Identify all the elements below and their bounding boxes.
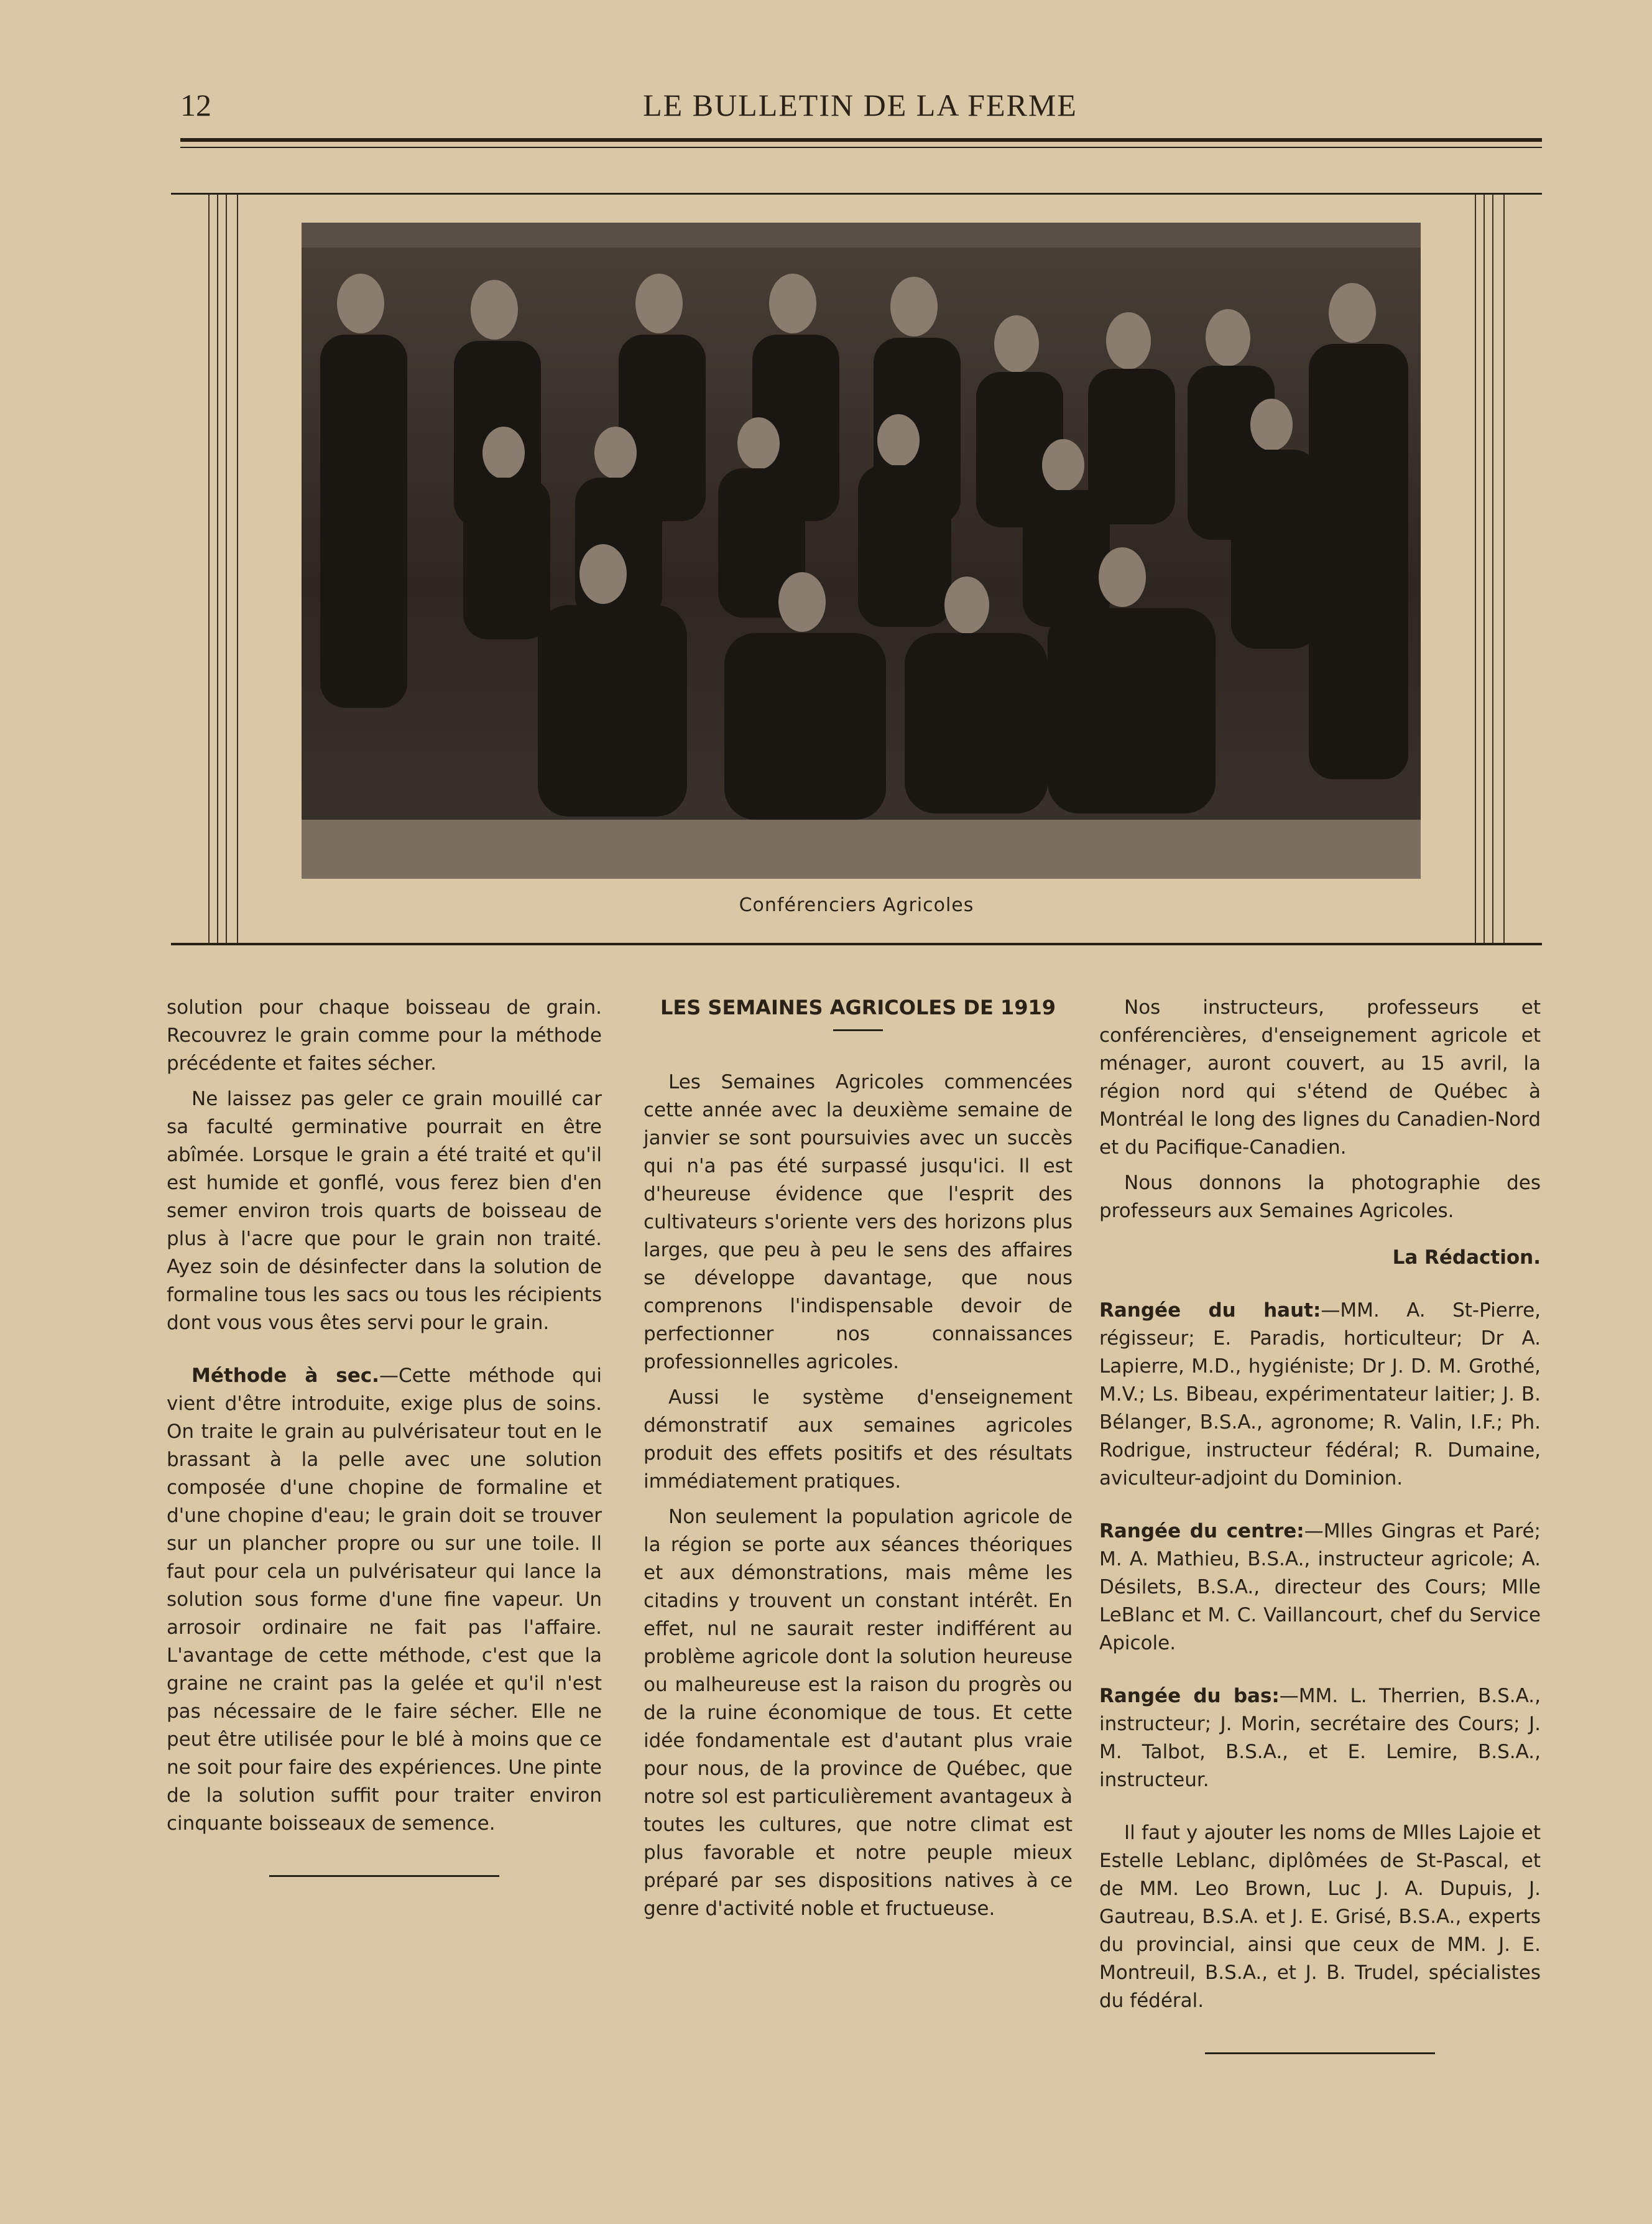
column-left — [167, 994, 602, 1877]
end-rule — [1205, 2052, 1435, 2054]
paragraph — [1099, 1682, 1541, 1794]
title-rule — [833, 1029, 883, 1031]
column-center — [644, 994, 1073, 1930]
paragraph: solution pour chaque boisseau de grain. Recouvrez le grain comme pour la méthode précédente et faites sécher. — [167, 996, 602, 1075]
frame-lines-right — [1475, 195, 1505, 943]
paragraph-heading: Méthode à sec. — [192, 1365, 379, 1387]
paragraph: Nos instructeurs, professeurs et conférencières, d'enseignement agricole et ménager, auront couvert, au 15 avril, la région nord qui s'étend de Québec à Montréal le long des lignes du Canadien-Nord et du Pacifique-Canadien. — [1099, 996, 1541, 1159]
paragraph — [1099, 1517, 1541, 1657]
paragraph: Les Semaines Agricoles commencées cette année avec la deuxième semaine de janvier se sont poursuivies avec un succès qui n'a pas été surpassé jusqu'ici. Il est d'heureuse évidence que l'esprit des cultivateurs s'oriente vers des horizons plus larges, que peu à peu le sens des affaires se développe davantage, que nous comprenons l'indispensable devoir de perfectionner nos connaissances professionnelles agricoles. — [644, 1071, 1073, 1373]
paragraph: Nous donnons la photographie des professeurs aux Semaines Agricoles. — [1099, 1172, 1541, 1222]
row-heading: Rangée du bas: — [1099, 1685, 1280, 1707]
paragraph-text: —Cette méthode qui vient d'être introduite, exige plus de soins. On traite le grain au pulvérisateur tout en le brassant à la pelle avec une solution composée d'une chopine de formaline et d'une chopine d'eau; le grain doit se trouver sur un plancher propre ou sur une toile. Il faut pour cela un pulvérisateur qui lance la solution sous forme d'une fine vapeur. Un arrosoir ordinaire ne fait pas l'affaire. L'avantage de cette méthode, c'est que la graine ne craint pas la gelée et qu'il n'est pas nécessaire de le faire sécher. Elle ne peut être utilisée pour le blé à moins que ce ne soit pour faire des expériences. Une pinte de la solution suffit pour traiter environ cinquante boisseaux de semence. — [167, 1365, 602, 1835]
photo-frame — [171, 193, 1542, 945]
paragraph: Il faut y ajouter les noms de Mlles Lajoie et Estelle Leblanc, diplômées de St-Pascal, et de MM. Leo Brown, Luc J. A. Dupuis, J. Gautreau, B.S.A. et J. E. Grisé, B.S.A., experts du provincial, ainsi que ceux de MM. J. E. Montreuil, B.S.A., et J. B. Trudel, spécialistes du fédéral. — [1099, 1822, 1541, 2012]
row-text: —MM. A. St-Pierre, régisseur; E. Paradis, horticulteur; Dr A. Lapierre, M.D., hygiéniste; Dr J. D. M. Grothé, M.V.; Ls. Bibeau, expérimentateur laitier; J. B. Bélanger, B.S.A., agronome; R. Valin, I.F.; Ph. Rodrigue, instructeur fédéral; R. Dumaine, aviculteur-adjoint du Dominion. — [1099, 1299, 1541, 1490]
photo-caption: Conférenciers Agricoles — [739, 894, 974, 916]
frame-lines-left — [208, 195, 238, 943]
end-rule — [269, 1875, 499, 1877]
column-right — [1099, 994, 1541, 2054]
header-rule-thin — [180, 147, 1542, 148]
signature: La Rédaction. — [1392, 1246, 1541, 1269]
article-title: LES SEMAINES AGRICOLES DE 1919 — [660, 996, 1056, 1019]
paragraph: Aussi le système d'enseignement démonstratif aux semaines agricoles produit des effets positifs et des résultats immédiatement pratiques. — [644, 1386, 1073, 1493]
row-heading: Rangée du haut: — [1099, 1299, 1321, 1322]
paragraph — [1099, 1297, 1541, 1493]
page-number: 12 — [180, 88, 211, 123]
paragraph — [167, 1362, 602, 1838]
row-text: —MM. L. Therrien, B.S.A., instructeur; J. Morin, secrétaire des Cours; J. M. Talbot, B.S.A., et E. Lemire, B.S.A., instructeur. — [1099, 1685, 1541, 1791]
header-rule — [180, 138, 1542, 142]
row-text: —Mlles Gingras et Paré; M. A. Mathieu, B.S.A., instructeur agricole; A. Désilets, B.S.A., directeur des Cours; Mlle LeBlanc et M. C. Vaillancourt, chef du Service Apicole. — [1099, 1520, 1541, 1654]
group-photograph — [302, 223, 1421, 879]
paragraph: Ne laissez pas geler ce grain mouillé car sa faculté germinative pourrait en être abîmée. Lorsque le grain a été traité et qu'il est humide et gonflé, vous ferez bien d'en semer environ trois quarts de boisseau de plus à l'acre que pour le grain non traité. Ayez soin de désinfecter dans la solution de formaline tous les sacs ou tous les récipients dont vous vous êtes servi pour le grain. — [167, 1088, 602, 1334]
paragraph: Non seulement la population agricole de la région se porte aux séances théoriques et aux démonstrations, mais même les citadins y trouvent un constant intérêt. En effet, nul ne saurait rester indifférent au problème agricole dont la solution heureuse ou malheureuse est la raison du progrès ou de la ruine économique de tous. Et cette idée fondamentale est d'autant plus vraie pour nous, de la province de Québec, que notre sol est particulièrement avantageux à toutes les cultures, que notre climat est plus favorable et notre peuple mieux préparé par ses dispositions natives à ce genre d'activité noble et fructueuse. — [644, 1506, 1073, 1920]
running-head: LE BULLETIN DE LA FERME — [643, 88, 1077, 123]
row-heading: Rangée du centre: — [1099, 1520, 1304, 1542]
